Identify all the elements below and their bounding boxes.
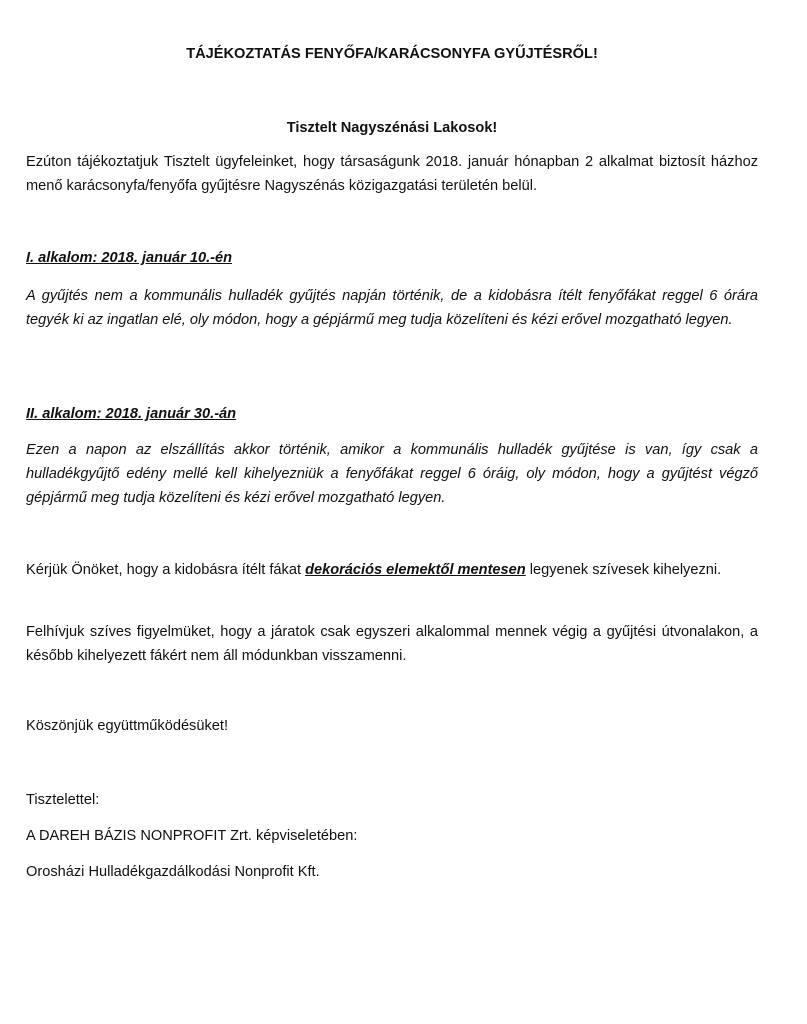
document-title: TÁJÉKOZTATÁS FENYŐFA/KARÁCSONYFA GYŰJTÉSRŐL! bbox=[186, 46, 598, 62]
signature-line-2: Orosházi Hulladékgazdálkodási Nonprofit Kft. bbox=[26, 864, 320, 880]
greeting: Tisztelt Nagyszénási Lakosok! bbox=[286, 120, 498, 136]
thanks-line: Köszönjük együttműködésüket! bbox=[26, 718, 228, 734]
notice-paragraph: Felhívjuk szíves figyelmüket, hogy a járatok csak egyszeri alkalommal mennek végig a gyűjtési útvonalakon, a később kihelyezett fákért nem áll módunkban visszamenni. bbox=[26, 624, 758, 664]
occasion-2-text: Ezen a napon az elszállítás akkor történik, amikor a kommunális hulladék gyűjtése is van, így csak a hulladékgyűjtő edény mellé kell kihelyezniük a fenyőfákat reggel 6 óráig, oly módon, hogy a gyűjtést végző gépjármű meg tudja közelíteni és kézi erővel mozgatható legyen. bbox=[26, 442, 758, 506]
occasion-2-heading: II. alkalom: 2018. január 30.-án bbox=[26, 406, 237, 422]
request-text-before: Kérjük Önöket, hogy a kidobásra ítélt fákat bbox=[26, 562, 306, 578]
signature-line-1: A DAREH BÁZIS NONPROFIT Zrt. képviseletében: bbox=[26, 828, 358, 844]
request-text-after: legyenek szívesek kihelyezni. bbox=[525, 562, 722, 578]
intro-paragraph: Ezúton tájékoztatjuk Tisztelt ügyfeleinket, hogy társaságunk 2018. január hónapban 2 alkalmat biztosít házhoz menő karácsonyfa/fenyőfa gyűjtésre Nagyszénás közigazgatási területén belül. bbox=[26, 154, 758, 194]
closing-line: Tisztelettel: bbox=[26, 792, 100, 808]
occasion-1-heading: I. alkalom: 2018. január 10.-én bbox=[26, 250, 233, 266]
request-paragraph bbox=[26, 558, 758, 582]
occasion-1-text: A gyűjtés nem a kommunális hulladék gyűjtés napján történik, de a kidobásra ítélt fenyőfákat reggel 6 órára tegyék ki az ingatlan elé, oly módon, hogy a gépjármű meg tudja közelíteni és kézi erővel mozgatható legyen. bbox=[26, 288, 758, 328]
request-emphasis: dekorációs elemektől mentesen bbox=[305, 562, 526, 578]
